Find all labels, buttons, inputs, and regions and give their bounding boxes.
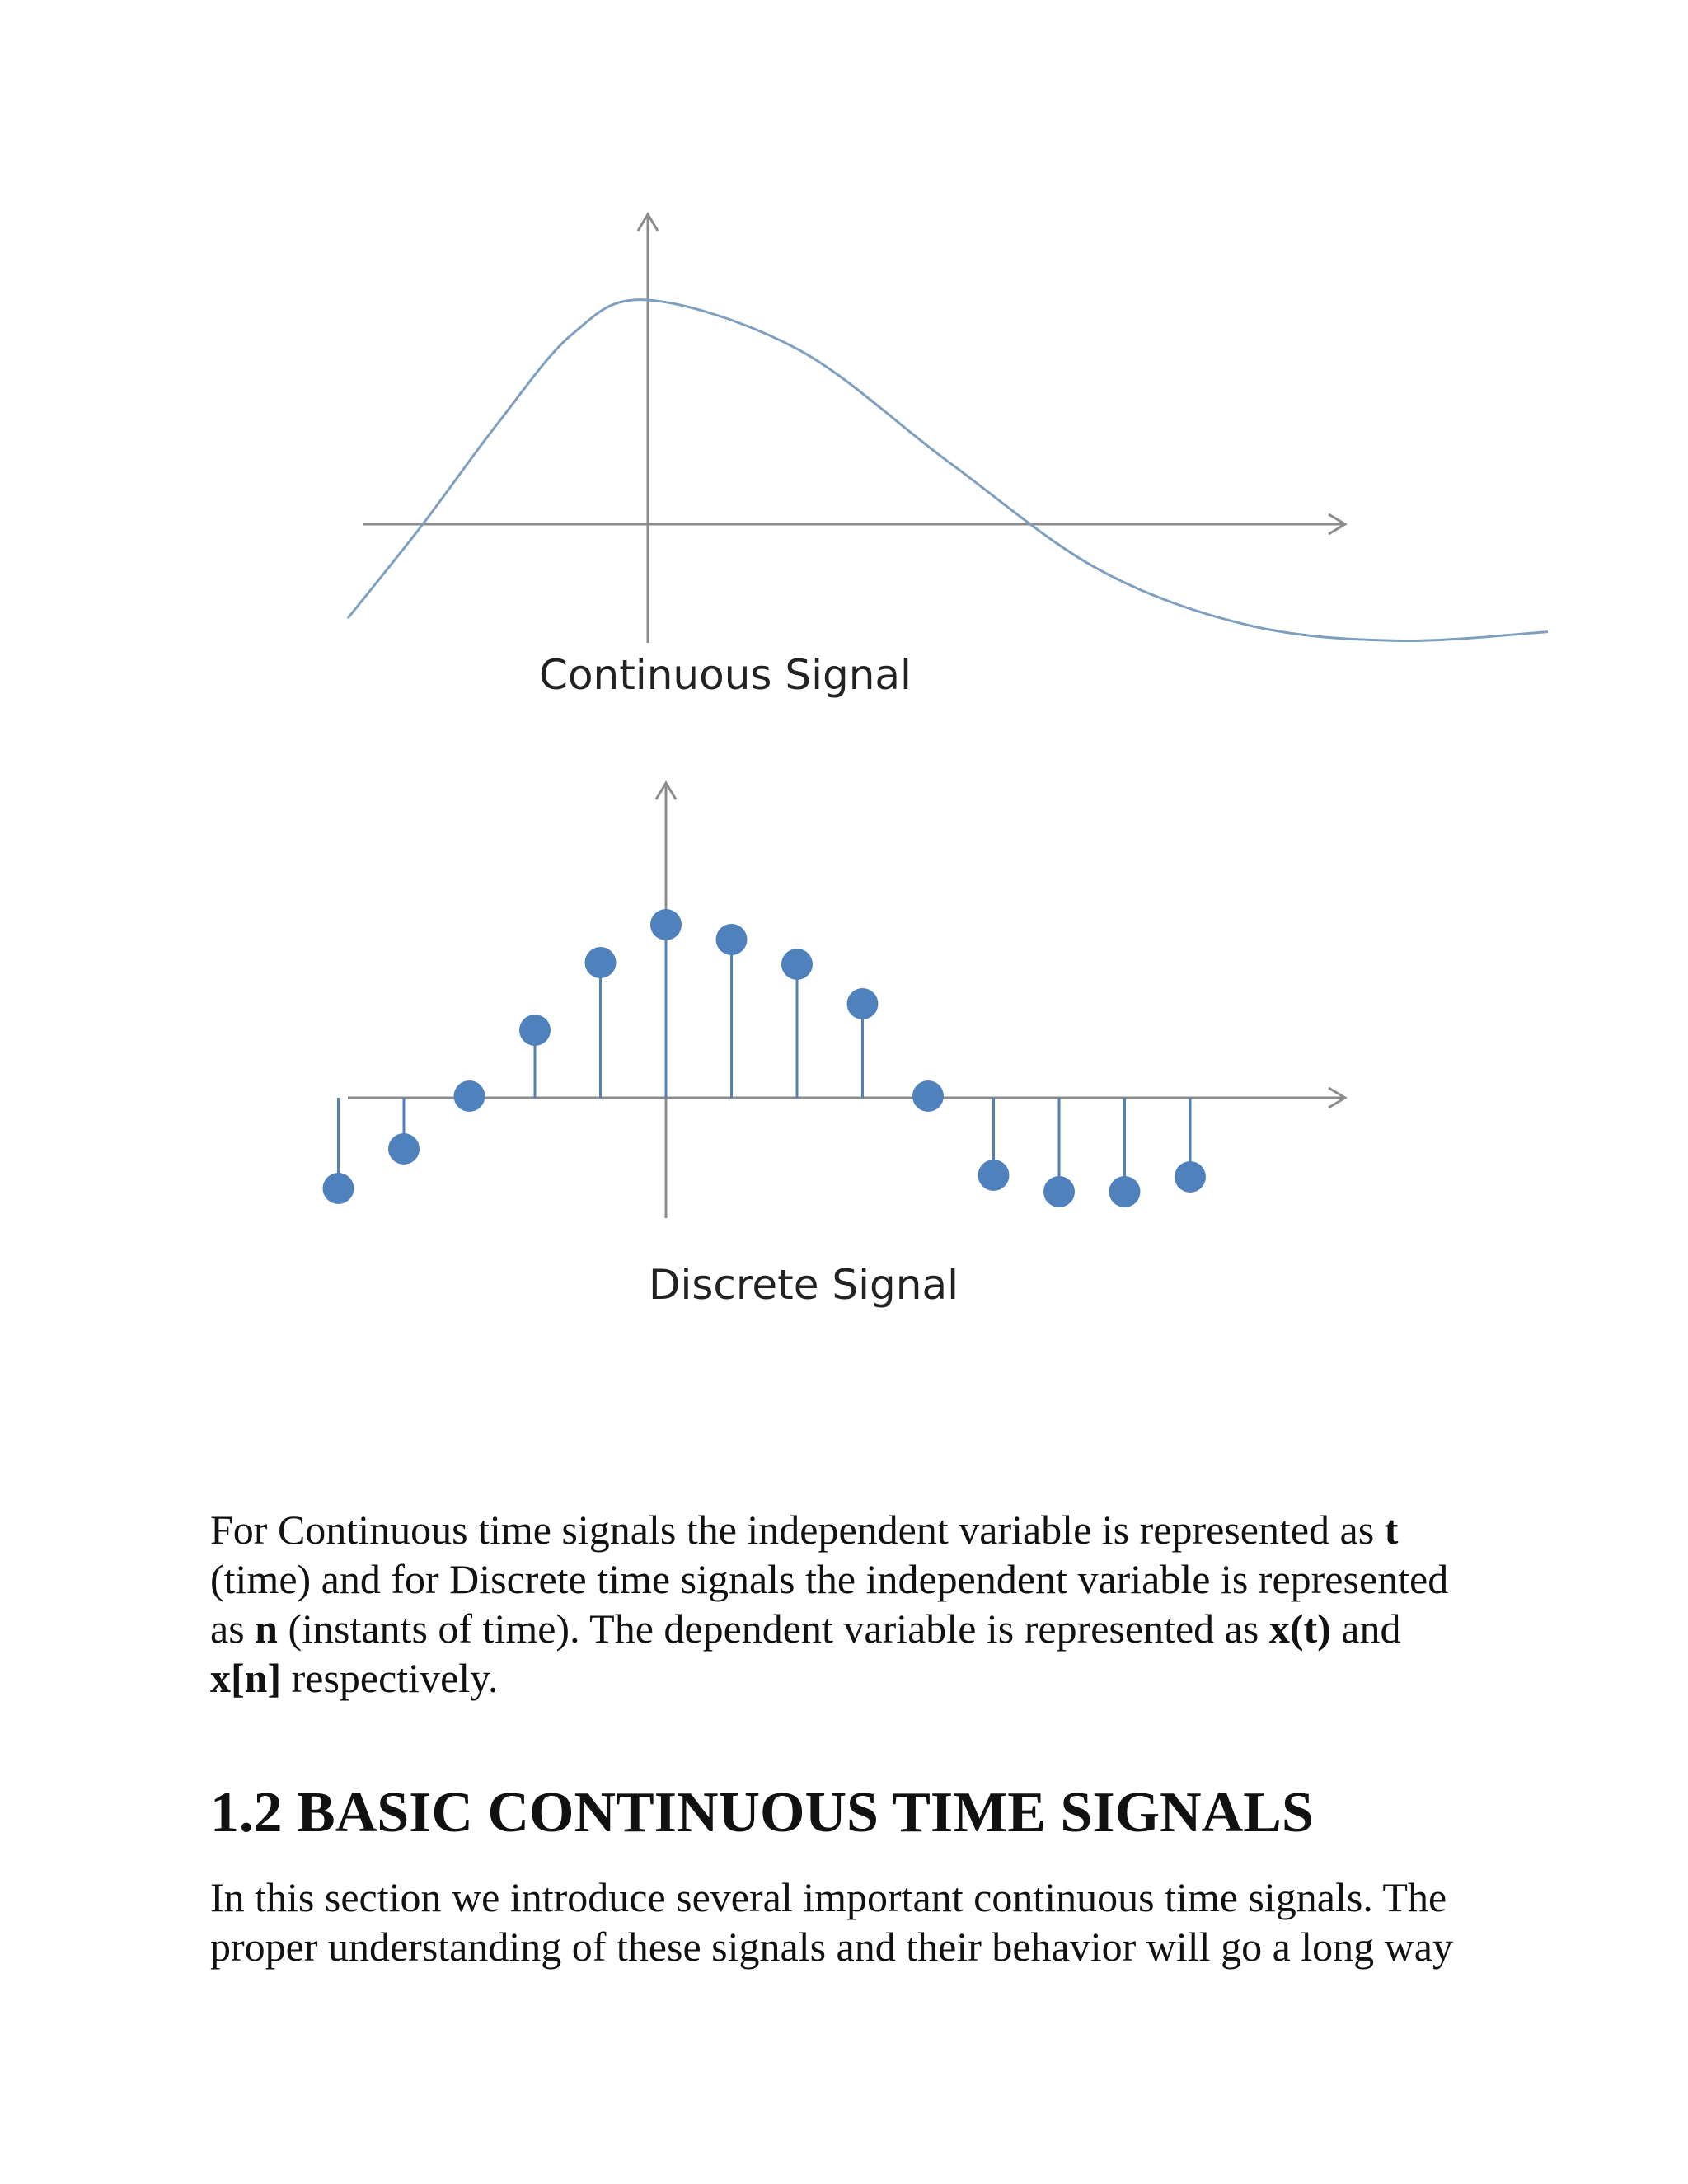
- intro-line1-text: For Continuous time signals the independent variable is represented as: [210, 1507, 1385, 1553]
- intro-paragraph-line-2: (time) and for Discrete time signals the independent variable is represented: [210, 1556, 1449, 1602]
- variable-x-of-n: x[n]: [210, 1655, 282, 1701]
- variable-t: t: [1384, 1507, 1399, 1553]
- discrete-sample-point-5: [585, 947, 617, 978]
- section-intro-paragraph: [210, 1872, 1496, 1971]
- discrete-sample-point-6: [650, 909, 682, 940]
- intro-line3-c: (instants of time). The dependent variable is represented as: [277, 1605, 1269, 1652]
- discrete-signal-caption: Discrete Signal: [648, 1261, 959, 1309]
- intro-paragraph: [210, 1505, 1496, 1703]
- discrete-samples: [323, 909, 1207, 1207]
- section-heading: 1.2 BASIC CONTINUOUS TIME SIGNALS: [210, 1781, 1314, 1844]
- discrete-sample-point-2: [388, 1133, 420, 1165]
- section-paragraph-line-2: proper understanding of these signals and their behavior will go a long way: [210, 1924, 1453, 1970]
- intro-paragraph-line-3: [210, 1604, 1496, 1653]
- discrete-sample-point-13: [1109, 1176, 1141, 1207]
- discrete-sample-point-14: [1175, 1161, 1206, 1193]
- discrete-sample-point-11: [978, 1160, 1010, 1191]
- discrete-sample-point-9: [847, 988, 879, 1019]
- intro-paragraph-line-4: [210, 1653, 1496, 1703]
- variable-n: n: [255, 1605, 278, 1652]
- discrete-sample-point-8: [781, 949, 813, 980]
- discrete-signal-plot: [323, 783, 1346, 1309]
- discrete-sample-point-12: [1043, 1176, 1075, 1207]
- discrete-sample-point-10: [912, 1080, 944, 1112]
- section-paragraph-line-1: In this section we introduce several important continuous time signals. The: [210, 1874, 1447, 1920]
- discrete-sample-point-3: [454, 1080, 485, 1112]
- continuous-signal-caption: Continuous Signal: [539, 651, 912, 699]
- intro-line3-a: as: [210, 1605, 256, 1652]
- discrete-sample-point-4: [519, 1015, 551, 1046]
- intro-line4-text: respectively.: [281, 1655, 499, 1701]
- intro-paragraph-line-1: [210, 1505, 1496, 1554]
- continuous-signal-plot: [348, 214, 1548, 699]
- continuous-signal-curve: [348, 300, 1548, 641]
- discrete-sample-point-1: [323, 1173, 354, 1204]
- intro-line3-e: and: [1330, 1605, 1401, 1652]
- variable-x-of-t: x(t): [1268, 1605, 1331, 1652]
- discrete-sample-point-7: [716, 924, 748, 955]
